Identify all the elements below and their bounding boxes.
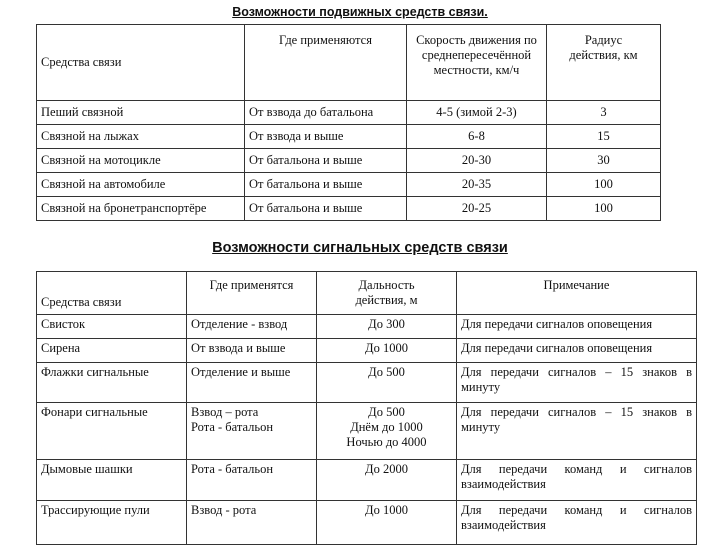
cell-means: Фонари сигнальные [37,403,187,460]
cell-means: Связной на бронетранспортёре [37,197,245,221]
cell-note: Для передачи сигналов – 15 знаков в минуту [457,403,697,460]
table1-header-row [37,25,661,101]
cell-where: От взвода до батальона [245,101,407,125]
cell-note: Для передачи сигналов оповещения [457,315,697,339]
cell-note: Для передачи сигналов оповещения [457,339,697,363]
where-line: Отделение и выше [191,365,291,379]
cell-means: Пеший связной [37,101,245,125]
range-line: До 300 [368,317,405,331]
range-line: До 2000 [365,462,408,476]
signal-means-table [36,271,697,545]
table1-row [37,101,661,125]
header-radius: Радиус действия, км [547,25,661,101]
range-line: Ночью до 4000 [346,435,427,449]
mobile-means-table [36,24,661,221]
cell-note: Для передачи сигналов – 15 знаков в минуту [457,363,697,403]
cell-radius: 15 [547,125,661,149]
cell-range [317,363,457,403]
table2-row [37,315,697,339]
range-line: До 1000 [365,503,408,517]
table1-row [37,149,661,173]
table2-row [37,460,697,501]
cell-where [187,501,317,545]
cell-range [317,403,457,460]
table2-row [37,339,697,363]
cell-speed: 4-5 (зимой 2-3) [407,101,547,125]
cell-where [187,403,317,460]
where-line: От взвода и выше [191,341,286,355]
range-line: До 1000 [365,341,408,355]
cell-means: Флажки сигнальные [37,363,187,403]
cell-range [317,501,457,545]
cell-where [187,460,317,501]
cell-means: Связной на автомобиле [37,173,245,197]
table1-row [37,125,661,149]
cell-means: Трассирующие пули [37,501,187,545]
cell-where: От батальона и выше [245,197,407,221]
table2-row [37,363,697,403]
cell-radius: 3 [547,101,661,125]
cell-radius: 30 [547,149,661,173]
cell-range [317,460,457,501]
cell-means: Связной на мотоцикле [37,149,245,173]
table1-row [37,173,661,197]
where-line: Взвод – рота [191,405,259,419]
where-line: Отделение - взвод [191,317,288,331]
header-means: Средства связи [37,272,187,315]
cell-note: Для передачи команд и сигналов взаимодействия [457,460,697,501]
table2-title: Возможности сигнальных средств связи [212,240,508,256]
cell-means: Связной на лыжах [37,125,245,149]
cell-means: Дымовые шашки [37,460,187,501]
range-line: До 500 [368,405,405,419]
table2-row [37,403,697,460]
table2-header-row [37,272,697,315]
cell-speed: 20-30 [407,149,547,173]
header-note: Примечание [457,272,697,315]
where-line: Рота - батальон [191,420,274,434]
table1-title: Возможности подвижных средств связи. [232,5,488,19]
cell-radius: 100 [547,173,661,197]
header-where: Где применятся [187,272,317,315]
table2-row [37,501,697,545]
header-means: Средства связи [37,25,245,101]
header-range: Дальность действия, м [317,272,457,315]
cell-where: От батальона и выше [245,173,407,197]
cell-radius: 100 [547,197,661,221]
header-speed: Скорость движения по среднепересечённой местности, км/ч [407,25,547,101]
cell-note: Для передачи команд и сигналов взаимодействия [457,501,697,545]
cell-speed: 6-8 [407,125,547,149]
where-line: Взвод - рота [191,503,257,517]
cell-means: Свисток [37,315,187,339]
cell-where: От батальона и выше [245,149,407,173]
header-where: Где применяются [245,25,407,101]
range-line: До 500 [368,365,405,379]
cell-where [187,315,317,339]
cell-speed: 20-35 [407,173,547,197]
table1-row [37,197,661,221]
cell-range [317,315,457,339]
cell-means: Сирена [37,339,187,363]
cell-where [187,363,317,403]
cell-speed: 20-25 [407,197,547,221]
range-line: Днём до 1000 [350,420,423,434]
cell-range [317,339,457,363]
cell-where: От взвода и выше [245,125,407,149]
cell-where [187,339,317,363]
where-line: Рота - батальон [191,462,274,476]
